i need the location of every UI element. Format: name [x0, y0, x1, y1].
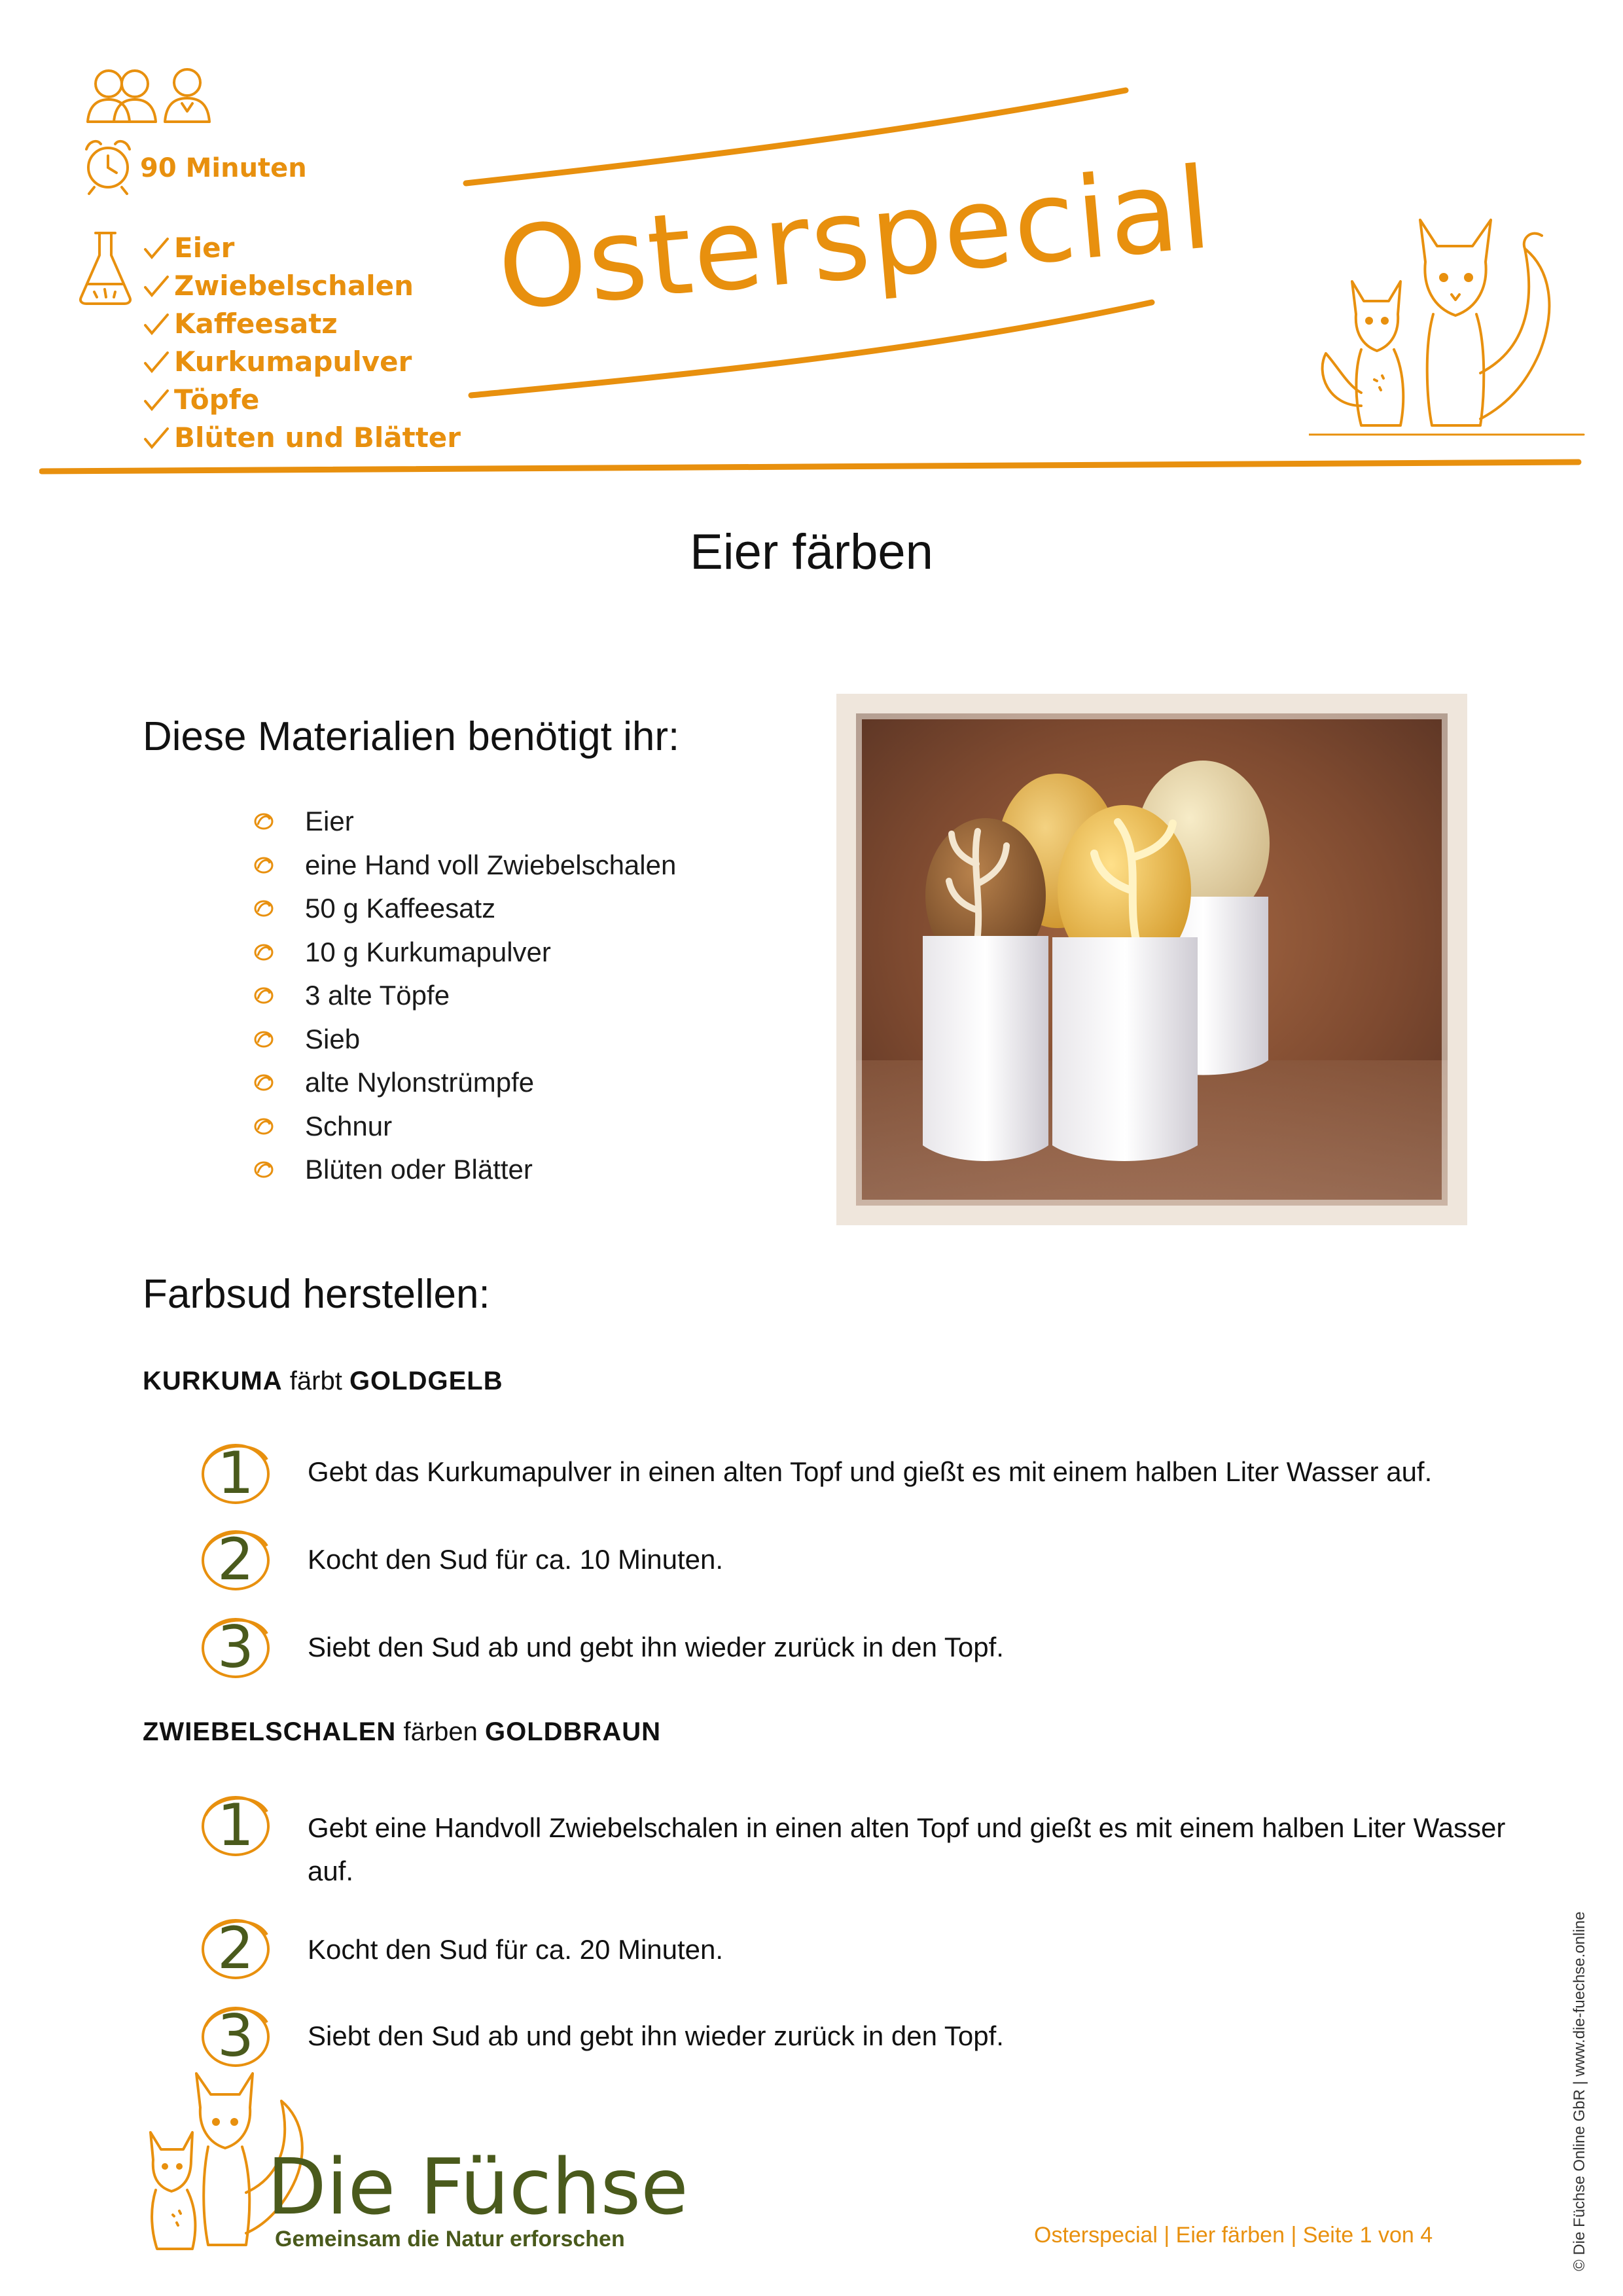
header-material-item: Kaffeesatz	[143, 305, 461, 343]
scribble-bullet-icon	[253, 1071, 275, 1094]
checkmark-icon	[143, 387, 171, 413]
scribble-bullet-icon	[253, 1158, 275, 1181]
scribble-bullet-icon	[253, 897, 275, 920]
scribble-bullet-icon	[253, 1028, 275, 1050]
step-number-badge: 2	[196, 1912, 275, 1984]
material-item: Schnur	[253, 1105, 676, 1149]
checkmark-icon	[143, 425, 171, 451]
material-item: 3 alte Töpfe	[253, 974, 676, 1018]
fox-family-icon	[1309, 209, 1597, 439]
scribble-bullet-icon	[253, 941, 275, 963]
material-item: Sieb	[253, 1018, 676, 1062]
material-item: Eier	[253, 800, 676, 844]
scribble-bullet-icon	[253, 810, 275, 833]
brand-tagline: Gemeinsam die Natur erforschen	[275, 2227, 625, 2251]
scribble-bullet-icon	[253, 854, 275, 876]
alarm-clock-icon	[82, 136, 134, 195]
dyed-eggs-photo	[836, 694, 1467, 1225]
header-divider	[39, 458, 1584, 478]
step-text: Kocht den Sud für ca. 10 Minuten.	[308, 1544, 724, 1575]
material-item: alte Nylonstrümpfe	[253, 1061, 676, 1105]
step-number-badge: 1	[196, 1437, 275, 1509]
materials-list	[253, 800, 676, 1192]
header-materials-list	[143, 229, 461, 457]
footer-page-info: Osterspecial | Eier färben | Seite 1 von 4	[1034, 2223, 1433, 2248]
step-text: Kocht den Sud für ca. 20 Minuten.	[308, 1934, 724, 1965]
scribble-bullet-icon	[253, 1115, 275, 1138]
scribble-bullet-icon	[253, 984, 275, 1007]
section-subheading: ZWIEBELSCHALEN färben GOLDBRAUN	[143, 1717, 661, 1746]
step-number-badge: 2	[196, 1524, 275, 1596]
dye-heading: Farbsud herstellen:	[143, 1272, 490, 1317]
step-number-badge: 1	[196, 1789, 275, 1861]
header-material-item: Blüten und Blätter	[143, 419, 461, 457]
duration-label: 90 Minuten	[140, 153, 307, 183]
header-material-item: Töpfe	[143, 381, 461, 419]
page-header-title: Osterspecial	[493, 142, 1217, 336]
material-item: 50 g Kaffeesatz	[253, 887, 676, 931]
checkmark-icon	[143, 235, 171, 261]
materials-heading: Diese Materialien benötigt ihr:	[143, 714, 680, 759]
document-title: Eier färben	[690, 524, 933, 580]
step-number-badge: 3	[196, 1611, 275, 1683]
material-item: Blüten oder Blätter	[253, 1148, 676, 1192]
step-text: Gebt das Kurkumapulver in einen alten Topf und gießt es mit einem halben Liter Wasser auf.	[308, 1456, 1433, 1487]
copyright-notice: © Die Füchse Online GbR | www.die-fuechse.online	[1571, 1911, 1588, 2271]
lab-flask-icon	[76, 229, 135, 306]
checkmark-icon	[143, 311, 171, 337]
step-text: Gebt eine Handvoll Zwiebelschalen in einen alten Topf und gießt es mit einem halben Liter Wasser auf.	[308, 1812, 1506, 1886]
step-number-badge: 3	[196, 2000, 275, 2072]
step-text: Siebt den Sud ab und gebt ihn wieder zurück in den Topf.	[308, 2020, 1004, 2051]
header-material-item: Eier	[143, 229, 461, 267]
group-of-people-icon	[84, 63, 215, 126]
section-subheading: KURKUMA färbt GOLDGELB	[143, 1367, 503, 1395]
material-item: eine Hand voll Zwiebelschalen	[253, 844, 676, 888]
material-item: 10 g Kurkumapulver	[253, 931, 676, 975]
header-material-item: Zwiebelschalen	[143, 267, 461, 305]
step-text: Siebt den Sud ab und gebt ihn wieder zurück in den Topf.	[308, 1632, 1004, 1662]
brand-name: Die Füchse	[267, 2142, 688, 2232]
checkmark-icon	[143, 273, 171, 299]
checkmark-icon	[143, 349, 171, 375]
header-material-item: Kurkumapulver	[143, 343, 461, 381]
